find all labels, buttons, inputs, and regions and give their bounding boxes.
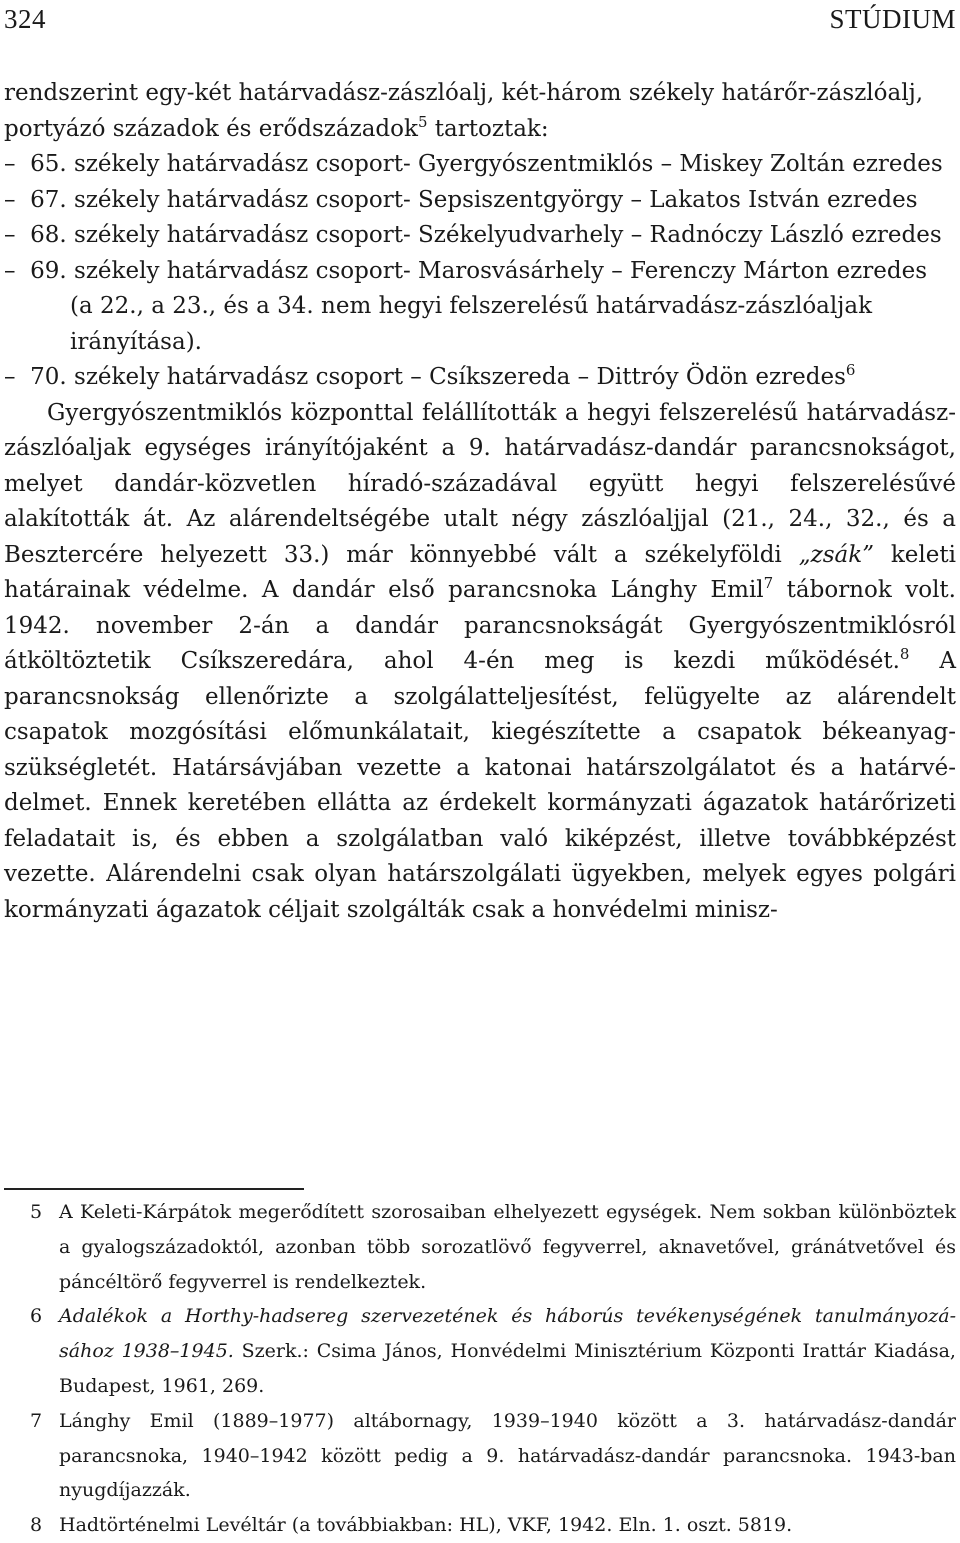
unit-list-item: – 67. székely határvadász csoport- Sepsiszentgyörgy – Lakatos István ezredes <box>4 186 918 213</box>
unit-69-note: (a 22., a 23., és a 34. nem hegyi felszerelésű határvadász-zászlóaljak irányítása). <box>70 293 873 355</box>
section-title: STÚDIUM <box>829 4 956 34</box>
footnote-number: 5 <box>30 1201 43 1223</box>
unit-list-item: – 65. székely határvadász csoport- Gyergyószentmiklós – Miskey Zoltán ezredes <box>4 151 943 177</box>
footnote-title-italic: Adalékok a Horthy-hadsereg szervezetének és háborús tevékenységének tanulmányozásához 1938–1945. <box>59 1305 956 1363</box>
footnote-text: A Keleti-Kárpátok megerődített szorosaiban elhelyezett egységek. Nem sokban különböztek a gyalogszázadoktól, azonban több sorozatlövő fegyverrel, aknavetővel, gránátvetővel és páncéltörő fegyverrel is rendelkeztek. <box>59 1201 956 1293</box>
footnote-5 <box>4 1195 956 1299</box>
footnote-number: 6 <box>30 1305 43 1328</box>
footnote-number: 7 <box>30 1409 43 1432</box>
footnote-ref-5[interactable]: 5 <box>417 112 428 131</box>
page-number: 324 <box>4 4 46 34</box>
body-paragraph: Gyergyószentmiklós központtal felállították a hegyi felszerelésű határvadász-zászlóaljak egységes irányítójaként a 9. határvadász-dandár parancsnokságot, melyet dandár-közvetlen híradó-századával együtt hegyi felszerelésűvé alakították át. Az alárendeltségébe utalt négy zászlóaljjal (21., 24., 32., és a Besztercére helyezett 33.) már könnyebbé vált a székelyföldi „zsák” keleti határainak védelme. A dandár első parancsnoka Lánghy Emil$^7$ tábornok volt. 1942. november 2-án a dandár parancsnokságát Gyergyószentmiklósról átköltöztetik Csíkszeredára, ahol 4-én meg is kezdi működését.$^8$ A parancsnokság ellenőrizte a szolgálatteljesítést, felügyelte az alárendelt csapatok mozgósítási előmunkálatait, kiegészítette a csapatok békeanyagszükségletét. Határsávjában vezette a katonai határszolgálatot és a határvédelmet. Ennek keretében ellátta az érdekelt kormányzati ágazatok határőrizeti feladatait is, és ebben a szolgálatban való kiképzést, illetve továbbképzést vezette. Alárendelni csak olyan határszolgálati ügyekben, melyek egyes polgári kormányzati ágazatok céljait szolgálták csak a honvédelmi minisz- <box>4 399 956 923</box>
footnote-number: 8 <box>30 1514 43 1537</box>
unit-list-item: – 68. székely határvadász csoport- Székelyudvarhely – Radnóczy László ezredes <box>4 222 942 248</box>
footnote-text: Hadtörténelmi Levéltár (a továbbiakban: HL), VKF, 1942. Eln. 1. oszt. 5819. <box>59 1514 793 1537</box>
running-header <box>4 4 956 38</box>
footnotes <box>4 1195 956 1543</box>
zsak-italic: „zsák” <box>798 541 874 568</box>
footnote-6 <box>4 1299 956 1403</box>
intro-sentence: rendszerint egy-két határvadász-zászlóalj, két-három székely határőr-zászlóalj, portyázó századok és erődszázadok$^5$ tartoztak: <box>4 80 924 142</box>
unit-list-item: – 70. székely határvadász csoport – Csíkszereda – Dittróy Ödön ezredes$^6$ <box>4 361 856 390</box>
footnote-7 <box>4 1404 956 1508</box>
main-text <box>4 76 956 928</box>
footnote-ref-7[interactable]: 7 <box>763 574 774 592</box>
footnote-divider <box>4 1188 304 1190</box>
footnote-ref-6[interactable]: 6 <box>845 361 856 379</box>
unit-list-item: – 69. székely határvadász csoport- Marosvásárhely – Ferenczy Márton ezredes <box>4 257 928 284</box>
footnote-text: Adalékok a Horthy-hadsereg szervezetének és háborús tevékenységének tanulmányozásához 1938–1945. Szerk.: Csima János, Honvédelmi Minisztérium Központi Irattár Kiadása, Budapest, 1961, 269. <box>59 1305 956 1397</box>
footnote-text: Lánghy Emil (1889–1977) altábornagy, 1939–1940 között a 3. határvadász-dandár parancsnoka, 1940–1942 között pedig a 9. határvadász-dandár parancsnoka. 1943-ban nyugdíjazzák. <box>59 1409 956 1502</box>
footnote-8 <box>4 1508 956 1543</box>
footnote-ref-8[interactable]: 8 <box>899 645 910 663</box>
